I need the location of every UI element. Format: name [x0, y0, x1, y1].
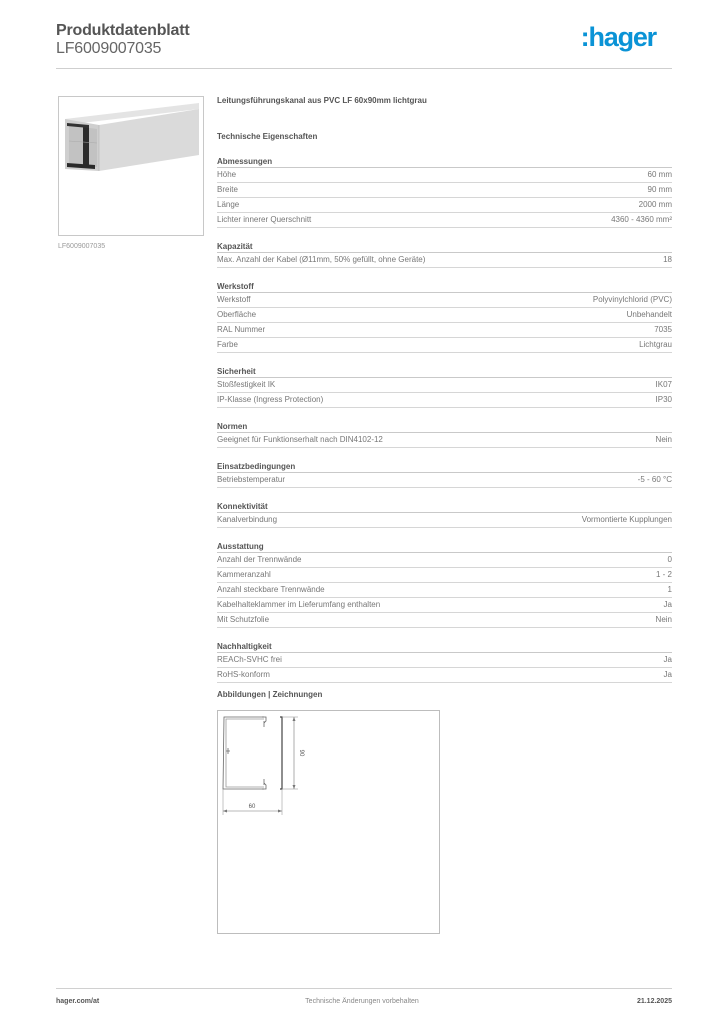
- spec-row: [217, 198, 672, 213]
- spec-label: Länge: [217, 200, 240, 209]
- footer-disclaimer: Technische Änderungen vorbehalten: [305, 998, 419, 1005]
- article-number: LF6009007035: [56, 40, 162, 57]
- spec-row: [217, 293, 672, 308]
- spec-label: Kammeranzahl: [217, 570, 271, 579]
- spec-group-title: Kapazität: [217, 241, 672, 253]
- spec-value: Unbehandelt: [626, 310, 672, 319]
- spec-group: [217, 541, 672, 628]
- spec-row: [217, 323, 672, 338]
- spec-label: REACh-SVHC frei: [217, 655, 282, 664]
- spec-row: [217, 668, 672, 683]
- image-caption: LF6009007035: [58, 243, 106, 250]
- spec-group-title: Normen: [217, 421, 672, 433]
- spec-row: [217, 378, 672, 393]
- spec-value: 1: [667, 585, 672, 594]
- spec-value: -5 - 60 °C: [637, 475, 672, 484]
- spec-label: IP-Klasse (Ingress Protection): [217, 395, 324, 404]
- spec-group: [217, 241, 672, 268]
- spec-group-title: Sicherheit: [217, 366, 672, 378]
- spec-value: 4360 - 4360 mm²: [611, 215, 672, 224]
- spec-label: Anzahl steckbare Trennwände: [217, 585, 325, 594]
- spec-groups: [217, 156, 672, 683]
- spec-label: Höhe: [217, 170, 237, 179]
- spec-label: Stoßfestigkeit IK: [217, 380, 276, 389]
- spec-value: Lichtgrau: [639, 340, 672, 349]
- spec-group-title: Nachhaltigkeit: [217, 641, 672, 653]
- spec-label: Breite: [217, 185, 238, 194]
- spec-row: [217, 433, 672, 448]
- spec-group: [217, 421, 672, 448]
- spec-value: 7035: [654, 325, 672, 334]
- spec-value: Ja: [663, 670, 672, 679]
- spec-group: [217, 461, 672, 488]
- spec-row: [217, 513, 672, 528]
- spec-value: IP30: [655, 395, 672, 404]
- spec-label: Geeignet für Funktionserhalt nach DIN4102-12: [217, 435, 383, 444]
- spec-label: Anzahl der Trennwände: [217, 555, 302, 564]
- spec-value: 60 mm: [647, 170, 672, 179]
- product-description: Leitungsführungskanal aus PVC LF 60x90mm lichtgrau: [217, 96, 427, 105]
- dimension-height-label: 90: [298, 749, 304, 757]
- spec-value: IK07: [655, 380, 672, 389]
- spec-group: [217, 281, 672, 353]
- spec-row: [217, 598, 672, 613]
- spec-row: [217, 393, 672, 408]
- spec-row: [217, 213, 672, 228]
- spec-group: [217, 641, 672, 683]
- spec-label: Kabelhalteklammer im Lieferumfang enthalten: [217, 600, 381, 609]
- spec-group-title: Konnektivität: [217, 501, 672, 513]
- spec-label: Mit Schutzfolie: [217, 615, 270, 624]
- spec-label: Werkstoff: [217, 295, 251, 304]
- spec-group-title: Einsatzbedingungen: [217, 461, 672, 473]
- spec-label: Farbe: [217, 340, 238, 349]
- spec-row: [217, 183, 672, 198]
- footer-date: 21.12.2025: [636, 998, 672, 1005]
- spec-group: [217, 366, 672, 408]
- spec-row: [217, 308, 672, 323]
- spec-value: Polyvinylchlorid (PVC): [592, 295, 672, 304]
- spec-label: Oberfläche: [217, 310, 257, 319]
- spec-row: [217, 613, 672, 628]
- spec-value: 2000 mm: [638, 200, 672, 209]
- spec-group: [217, 156, 672, 228]
- footer-divider: [56, 988, 672, 989]
- spec-row: [217, 338, 672, 353]
- spec-row: [217, 653, 672, 668]
- document-title: Produktdatenblatt: [56, 22, 190, 39]
- spec-group-title: Werkstoff: [217, 281, 672, 293]
- dimension-width-label: 60: [248, 804, 256, 810]
- header-divider: [56, 68, 672, 69]
- section-title: Technische Eigenschaften: [217, 132, 318, 141]
- footer-website[interactable]: hager.com/at: [56, 998, 100, 1005]
- spec-row: [217, 583, 672, 598]
- spec-label: Betriebstemperatur: [217, 475, 286, 484]
- cable-duct-illustration: [59, 97, 203, 235]
- spec-value: 0: [667, 555, 672, 564]
- spec-value: 18: [663, 255, 672, 264]
- hager-logo: :hager: [580, 22, 656, 52]
- spec-label: Kanalverbindung: [217, 515, 278, 524]
- technical-drawing: [217, 710, 440, 934]
- spec-row: [217, 253, 672, 268]
- spec-value: Ja: [663, 655, 672, 664]
- product-image: [58, 96, 204, 236]
- spec-group-title: Abmessungen: [217, 156, 672, 168]
- spec-row: [217, 473, 672, 488]
- spec-row: [217, 553, 672, 568]
- page-header: [56, 20, 672, 70]
- spec-label: RAL Nummer: [217, 325, 266, 334]
- cross-section-drawing: [218, 711, 439, 933]
- spec-row: [217, 168, 672, 183]
- drawings-title: Abbildungen | Zeichnungen: [217, 690, 323, 699]
- spec-value: Nein: [655, 435, 672, 444]
- spec-label: RoHS-konform: [217, 670, 270, 679]
- spec-value: Nein: [655, 615, 672, 624]
- spec-value: Vormontierte Kupplungen: [581, 515, 672, 524]
- spec-value: 90 mm: [647, 185, 672, 194]
- spec-label: Lichter innerer Querschnitt: [217, 215, 312, 224]
- spec-value: Ja: [663, 600, 672, 609]
- spec-content: [217, 95, 672, 683]
- spec-group-title: Ausstattung: [217, 541, 672, 553]
- spec-label: Max. Anzahl der Kabel (Ø11mm, 50% gefüllt, ohne Geräte): [217, 255, 426, 264]
- spec-row: [217, 568, 672, 583]
- spec-value: 1 - 2: [655, 570, 672, 579]
- spec-group: [217, 501, 672, 528]
